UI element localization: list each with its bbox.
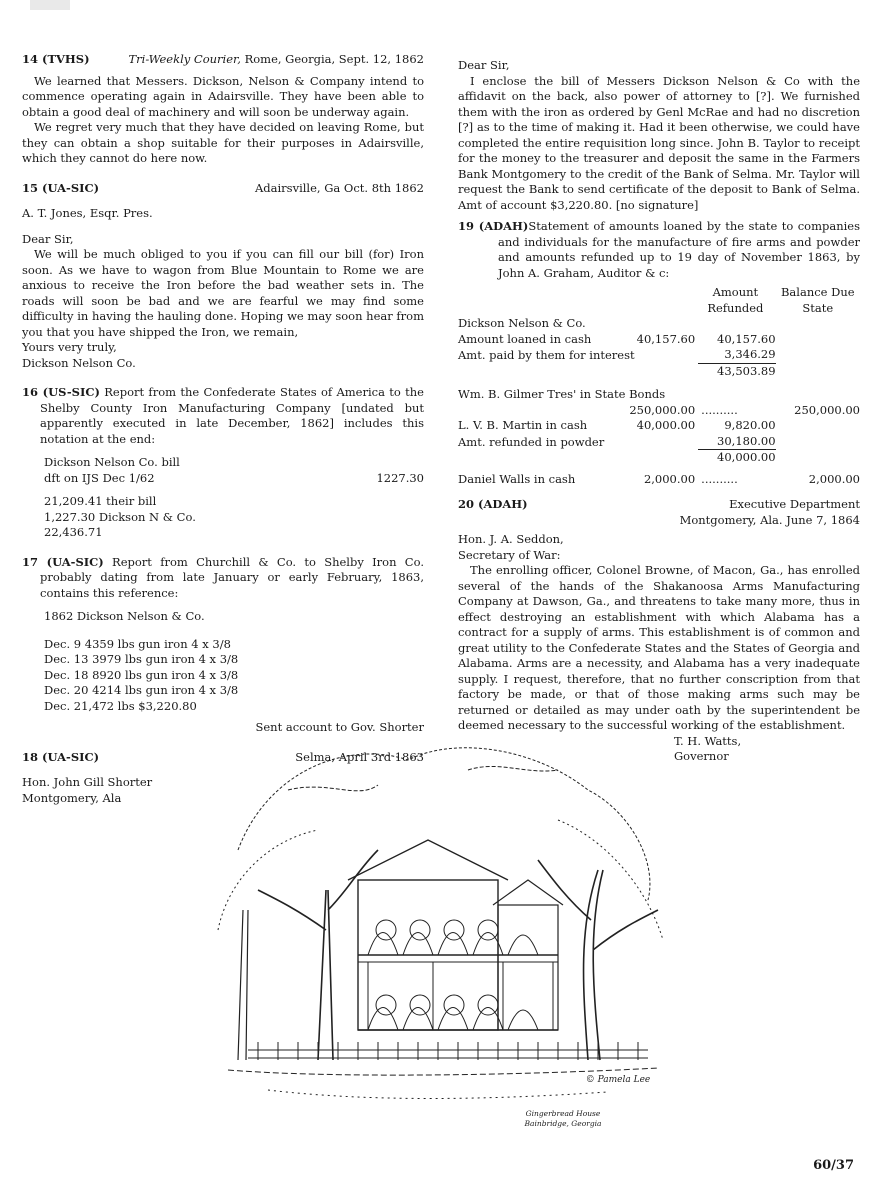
entry-17-id: 17 (UA-SIC) [22, 554, 104, 569]
entry-14-source-title: Tri-Weekly Courier, [128, 52, 241, 66]
amount-refunded [695, 347, 775, 364]
entry-16-notation [22, 455, 424, 541]
row-label: Amt. paid by them for interest [458, 348, 635, 362]
table-row [458, 472, 860, 488]
leader-dots: .......... [701, 402, 738, 417]
leader-dots: .......... [701, 471, 738, 486]
entry-15-signature: Dickson Nelson Co. [22, 355, 136, 370]
entry-16-description: Report from the Confederate States of America to the Shelby County Iron Manufacturing Company [undated but apparently executed in late December, 1862] includes this notation at the end: [40, 385, 424, 446]
entry-17-line: Dec. 9 4359 lbs gun iron 4 x 3/8 [44, 636, 231, 651]
entry-17-header: 1862 Dickson Nelson & Co. [44, 609, 205, 623]
entry-17-line: Dec. 21,472 lbs $3,220.80 [44, 698, 197, 713]
entry-20-addressee-1: Hon. J. A. Seddon, [458, 532, 564, 546]
interest-amount: 3,346.29 [698, 347, 776, 364]
entry-15-salutation: Dear Sir, [22, 231, 74, 246]
amount-loaned: 2,000.00 [643, 471, 696, 486]
entry-17 [22, 555, 424, 736]
entry-16 [22, 385, 424, 541]
table-row [458, 285, 860, 301]
amount-loaned: 250,000.00 [629, 402, 696, 417]
scan-mark [30, 0, 70, 10]
entry-19-description: Statement of amounts loaned by the state to companies and individuals for the manufacture of fire arms and powder and amounts refunded up to 19 day of November 1863, by John A. Graham, Auditor & c: [498, 219, 860, 280]
entry-20-signer: T. H. Watts, [674, 733, 742, 748]
entry-16-line-4: 1,227.30 Dickson N & Co. [44, 509, 196, 524]
balance-due: 250,000.00 [794, 402, 860, 417]
entry-15-body: We will be much obliged to you if you can fill our bill (for) Iron soon. As we have to wagon from Blue Mountain to Rome we are anxious to receive the Iron before the bad weather sets in. The roads will soon be bad and we are fearful we may find some difficulty in having the hauling done. Hoping we may soon hear from you that you have shipped the Iron, we remain, [22, 247, 424, 339]
page-number: 60/37 [813, 1158, 854, 1173]
entry-20-body: The enrolling officer, Colonel Browne, of Macon, Ga., has enrolled several of the hands of the Shakanoosa Arms Manufacturing Company at Dawson, Ga., and threatens to take many more, thus in effect destroying an establishment with which Alabama has a contract for a supply of arms. This establishment is of common and great utility to the Confederate States and the States of Georgia and Alabama. Arms are a necessity, and Alabama has a very inadequate supply. I request, therefore, that no further conscription from that factory be made, or that of those making arms such may be returned or detailed as may under oath by the superintendent be deemed necessary to the successful working of the establishment. [458, 563, 860, 732]
entry-20 [458, 497, 860, 765]
entry-14-id: 14 (TVHS) [22, 52, 90, 66]
table-row [458, 301, 860, 317]
table-row [458, 364, 860, 380]
entry-18-addressee-1: Hon. John Gill Shorter [22, 775, 153, 789]
illustration-caption-2: Bainbridge, Georgia [524, 1119, 602, 1128]
entry-17-footer: Sent account to Gov. Shorter [255, 720, 424, 734]
table-row [458, 316, 860, 332]
entry-14-header [22, 52, 424, 68]
entry-19-text [458, 219, 860, 281]
entry-14-paragraph-1: We learned that Messers. Dickson, Nelson & Company intend to commence operating again in Adairsville. They have been able to obtain a good deal of machinery and will soon be underway again. [22, 73, 424, 119]
entry-18-continued [458, 58, 860, 213]
entry-16-line-1: Dickson Nelson Co. bill [44, 455, 180, 469]
balance-due: 2,000.00 [808, 471, 860, 486]
left-column [22, 52, 424, 806]
entry-18-body: I enclose the bill of Messers Dickson Nelson & Co with the affidavit on the back, also power of attorney to [?]. We furnished them with the iron as ordered by Genl McRae and had no discretion [?] as to the time of making it. Had it been otherwise, we could have completed the entire requisition long since. John B. Taylor to receipt for the money to the treasurer and deposit the same in the Farmers Bank Montgomery to the credit of the Bank of Selma. Mr. Taylor will request the Bank to send certificate of the deposit to Bank of Selma. Amt of account $3,220.80. [no signature] [458, 73, 860, 212]
entry-17-line: Dec. 20 4214 lbs gun iron 4 x 3/8 [44, 683, 239, 697]
entry-20-dept: Executive Department [729, 497, 860, 511]
entry-20-addressee-2: Secretary of War: [458, 547, 561, 562]
entry-16-line-5: 22,436.71 [44, 525, 103, 539]
entry-15-header [22, 181, 424, 197]
entry-20-header [458, 497, 860, 513]
entry-18-place: Selma, April 3rd 1863 [295, 749, 424, 764]
entry-18-addressee-2: Montgomery, Ala [22, 790, 122, 805]
entry-19-statement-table [458, 285, 860, 487]
martin-total: 40,000.00 [717, 450, 776, 464]
entry-14-paragraph-2: We regret very much that they have decided on leaving Rome, but they can obtain a shop suitable for their purposes in Adairsville, which they cannot do here now. [22, 120, 424, 165]
entry-17-description: Report from Churchill & Co. to Shelby Iron Co. probably dating from late January or early February, 1863, contains this reference: [40, 554, 424, 600]
table-row [458, 387, 860, 403]
column-header-refunded: Refunded [707, 300, 764, 315]
entry-20-title: Governor [674, 749, 729, 763]
illustration-caption-1: Gingerbread House [525, 1109, 601, 1118]
table-row [458, 403, 860, 419]
entry-17-line: Dec. 18 8920 lbs gun iron 4 x 3/8 [44, 667, 239, 682]
artist-signature: © Pamela Lee [585, 1075, 651, 1085]
entry-16-line-2-amount: 1227.30 [376, 470, 424, 485]
table-row [458, 332, 860, 348]
entry-17-text [22, 555, 424, 602]
subtotal [695, 450, 775, 466]
entry-15 [22, 181, 424, 372]
row-label: Dickson Nelson & Co. [458, 316, 586, 330]
entry-14 [22, 52, 424, 167]
row-label: Daniel Walls in cash [458, 471, 576, 486]
entry-15-place: Adairsville, Ga Oct. 8th 1862 [254, 180, 424, 195]
column-header-amount: Amount [712, 285, 759, 299]
entry-15-closing: Yours very truly, [22, 340, 117, 354]
entry-16-id: 16 (US-SIC) [22, 385, 100, 399]
subtotal [695, 364, 775, 380]
entry-16-text [22, 385, 424, 447]
entry-14-source [129, 52, 424, 68]
entry-17-line: Dec. 13 3979 lbs gun iron 4 x 3/8 [44, 652, 239, 666]
spacer-row [458, 379, 860, 387]
entry-19-id: 19 (ADAH) [458, 219, 529, 233]
row-label: Amount loaned in cash [458, 331, 592, 346]
entry-18-salutation: Dear Sir, [458, 58, 510, 72]
row-label: Wm. B. Gilmer Tres' in State Bonds [458, 387, 666, 401]
gingerbread-house-illustration [208, 730, 668, 1130]
amount-refunded: 9,820.00 [724, 418, 776, 432]
table-row [458, 418, 860, 434]
entry-17-lines [44, 637, 424, 715]
table-row [458, 450, 860, 466]
column-header-balance: Balance Due [780, 285, 855, 299]
powder-amount: 30,180.00 [698, 434, 776, 451]
entry-15-addressee: A. T. Jones, Esqr. Pres. [22, 206, 153, 220]
dickson-total: 43,503.89 [717, 363, 776, 378]
column-header-state: State [802, 300, 834, 315]
entry-14-source-rest: Rome, Georgia, Sept. 12, 1862 [240, 52, 424, 66]
entry-16-line-2-row [44, 471, 424, 487]
amount-refunded [695, 434, 775, 451]
entry-19 [458, 219, 860, 487]
amount-loaned: 40,000.00 [636, 418, 696, 432]
table-row [458, 347, 860, 364]
table-row [458, 434, 860, 451]
amount-refunded: 40,157.60 [717, 331, 776, 346]
entry-18-id: 18 (UA-SIC) [22, 749, 100, 764]
entry-16-line-3: 21,209.41 their bill [44, 494, 157, 508]
entry-17-notation [22, 609, 424, 736]
row-label: L. V. B. Martin in cash [458, 418, 588, 432]
entry-15-id: 15 (UA-SIC) [22, 180, 100, 195]
entry-20-place: Montgomery, Ala. June 7, 1864 [679, 512, 860, 527]
entry-20-id: 20 (ADAH) [458, 497, 528, 511]
right-column [458, 58, 860, 765]
row-label: Amt. refunded in powder [458, 434, 605, 449]
entry-16-line-2: dft on IJS Dec 1/62 [44, 470, 155, 485]
amount-loaned: 40,157.60 [636, 331, 696, 346]
